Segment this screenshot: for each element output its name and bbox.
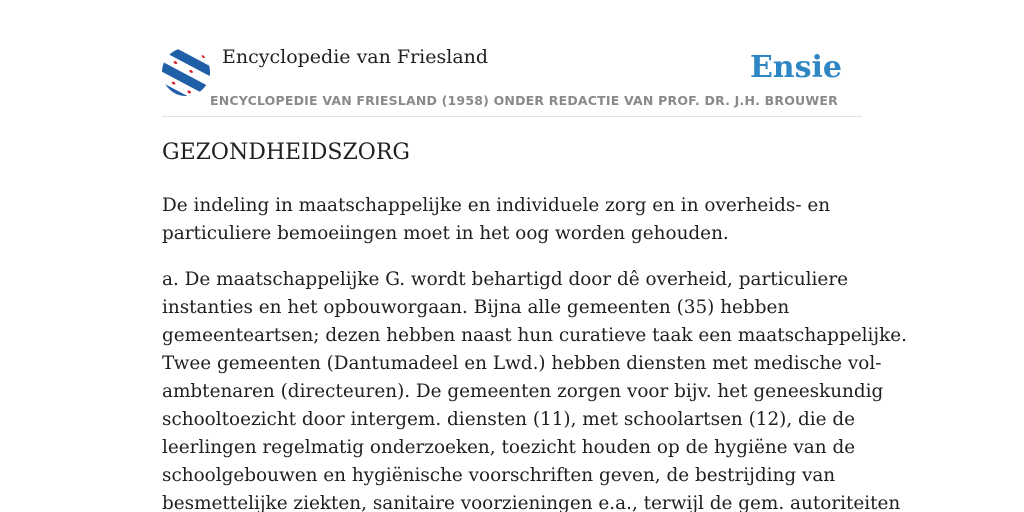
text-line: ambtenaren (directeuren). De gemeenten zorgen voor bijv. het geneeskundig <box>162 381 884 402</box>
text-line: Twee gemeenten (Dantumadeel en Lwd.) hebben diensten met medische vol- <box>162 353 882 374</box>
article-page <box>162 0 907 512</box>
text-line: De indeling in maatschappelijke en individuele zorg en in overheids- en <box>162 195 831 216</box>
text-line: schoolgebouwen en hygiënische voorschriften geven, de bestrijding van <box>162 465 836 486</box>
site-header <box>162 44 862 117</box>
article-body <box>162 192 907 512</box>
article-title: GEZONDHEIDSZORG <box>162 140 410 165</box>
text-line: schooltoezicht door intergem. diensten (11), met schoolartsen (12), die de <box>162 409 856 430</box>
brand-logo-text[interactable]: Ensie <box>749 50 842 85</box>
text-line: besmettelijke ziekten, sanitaire voorzieningen e.a., terwijl de gem. autoriteiten <box>162 493 901 512</box>
paragraph-intro <box>162 192 862 248</box>
text-line: particuliere bemoeiingen moet in het oog worden gehouden. <box>162 223 729 244</box>
encyclopedia-subtitle[interactable]: ENCYCLOPEDIE VAN FRIESLAND (1958) ONDER REDACTIE VAN PROF. DR. J.H. BROUWER <box>210 93 838 108</box>
frisian-flag-icon[interactable] <box>162 48 210 96</box>
site-title[interactable]: Encyclopedie van Friesland <box>222 46 489 68</box>
text-line: leerlingen regelmatig onderzoeken, toezicht houden op de hygiëne van de <box>162 437 856 458</box>
text-line: instanties en het opbouworgaan. Bijna alle gemeenten (35) hebben <box>162 297 790 318</box>
text-line: a. De maatschappelijke G. wordt behartigd door dê overheid, particuliere <box>162 269 848 290</box>
text-line: gemeenteartsen; dezen hebben naast hun curatieve taak een maatschappelijke. <box>162 325 907 346</box>
paragraph-a <box>162 266 907 512</box>
